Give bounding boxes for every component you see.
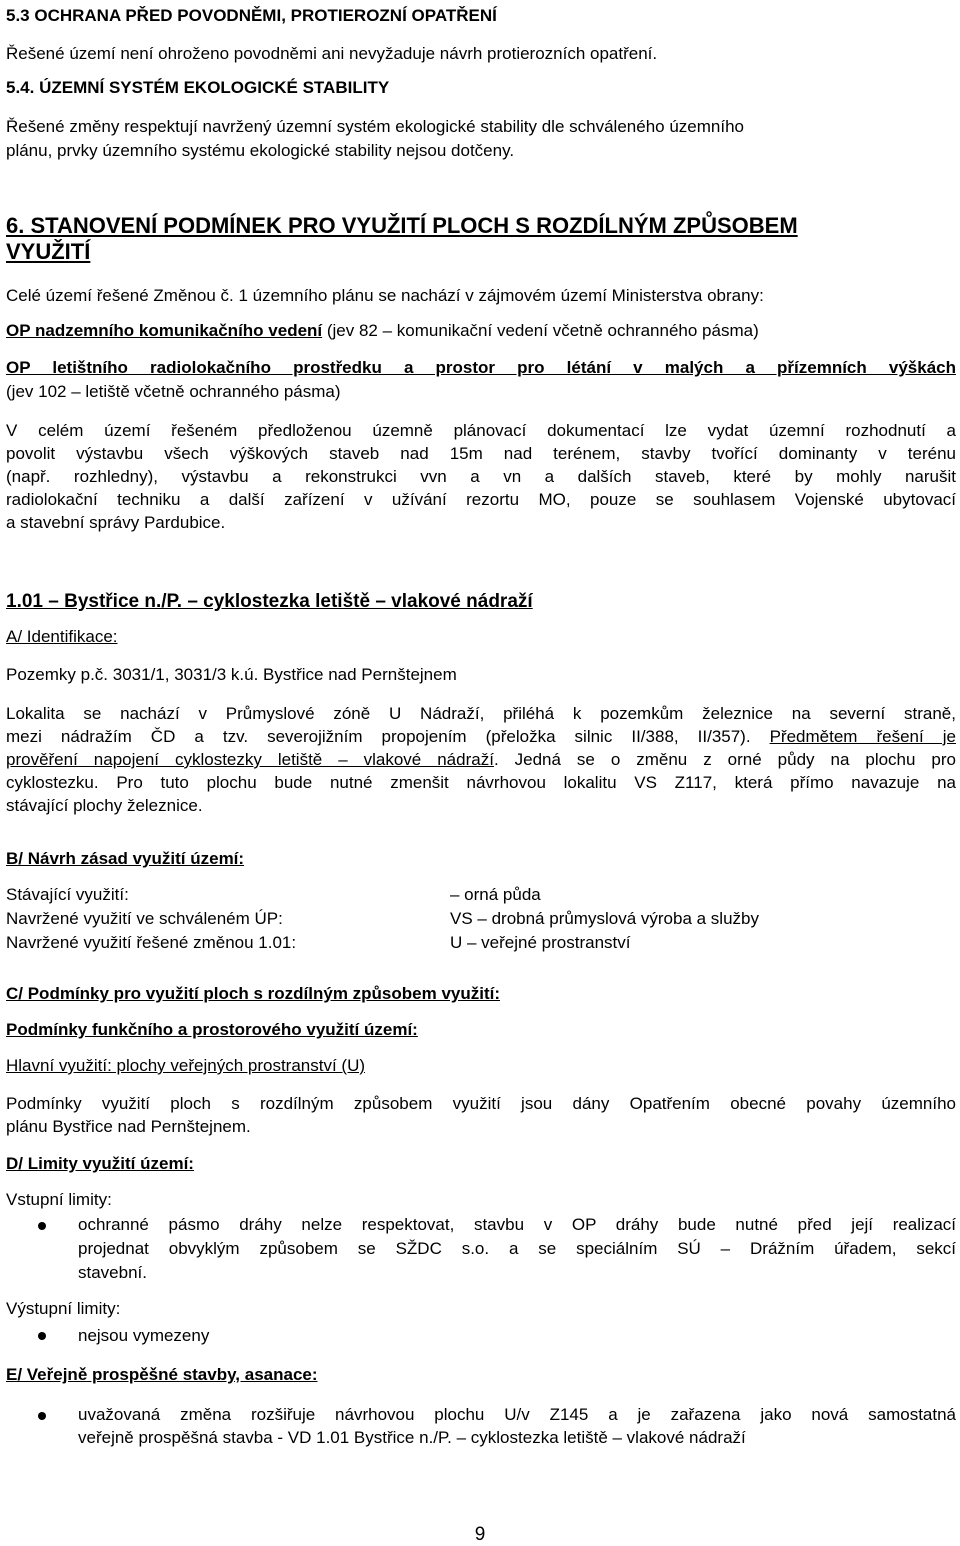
input-limits-label: Vstupní limity: (6, 1190, 112, 1209)
input-limit-line-3: stavební. (78, 1263, 147, 1282)
section-5-4-heading: 5.4. ÚZEMNÍ SYSTÉM EKOLOGICKÉ STABILITY (6, 78, 390, 97)
public-works-heading: E/ Veřejně prospěšné stavby, asanace: (6, 1365, 318, 1384)
op-communication-line (6, 321, 759, 341)
location-line-2 (6, 727, 956, 747)
mo-paragraph-line-5: a stavební správy Pardubice. (6, 513, 226, 532)
section-6-heading-line-1: 6. STANOVENÍ PODMÍNEK PRO VYUŽITÍ PLOCH S ROZDÍLNÝM ZPŮSOBEM (6, 213, 798, 238)
functional-conditions-heading: Podmínky funkčního a prostorového využití území: (6, 1020, 418, 1039)
mo-paragraph-line-3: (např. rozhledny), výstavbu a rekonstrukci vvn a vn a dalších staveb, které by mohly narušit (6, 467, 956, 486)
op-airport-line-2: (jev 102 – letiště včetně ochranného pásma) (6, 382, 341, 401)
location-line-3-text: . Jedná se o změnu z orné půdy na plochu pro (493, 750, 956, 769)
conditions-text-line-2: plánu Bystřice nad Pernštejnem. (6, 1117, 251, 1136)
location-line-5: stávající plochy železnice. (6, 796, 203, 815)
section-6-intro: Celé území řešené Změnou č. 1 územního plánu se nachází v zájmovém území Ministerstva obrany: (6, 286, 764, 305)
location-line-1: Lokalita se nachází v Průmyslové zóně U Nádraží, přiléhá k pozemkům železnice na severní straně, (6, 704, 956, 723)
location-subject-start: Předmětem řešení je (769, 727, 956, 746)
location-line-2-text: mezi nádražím ČD a tzv. severojižním propojením (přeložka silnic II/388, II/357). (6, 727, 770, 746)
conditions-text-line-1: Podmínky využití ploch s rozdílným způsobem využití jsou dány Opatřením obecné povahy územního (6, 1094, 956, 1113)
public-works-line-2: veřejně prospěšná stavba - VD 1.01 Bystřice n./P. – cyklostezka letiště – vlakové nádraží (78, 1428, 746, 1447)
proposed-use-value: U – veřejné prostranství (450, 933, 631, 952)
bullet-icon (38, 1412, 46, 1420)
bullet-icon (38, 1332, 46, 1340)
current-use-label: Stávající využití: (6, 885, 129, 904)
mo-paragraph-line-2: povolit výstavbu všech výškových staveb nad 15m nad terénem, stavby tvořící dominanty v terénu (6, 444, 956, 463)
location-line-4: cyklostezku. Pro tuto plochu bude nutné zmenšit návrhovou lokalitu VS Z117, která přímo navazuje na (6, 773, 956, 792)
conditions-heading: C/ Podmínky pro využití ploch s rozdílným způsobem využití: (6, 984, 501, 1003)
bullet-icon (38, 1222, 46, 1230)
item-1-01-heading: 1.01 – Bystřice n./P. – cyklostezka letiště – vlakové nádraží (6, 591, 533, 612)
approved-use-value: VS – drobná průmyslová výroba a služby (450, 909, 759, 928)
mo-paragraph-line-4: radiolokační techniku a další zařízení v užívání rezortu MO, pouze se souhlasem Vojenské ubytovací (6, 490, 956, 509)
output-limit-item: nejsou vymezeny (78, 1326, 210, 1345)
section-5-3-text: Řešené území není ohroženo povodněmi ani nevyžaduje návrh protierozních opatření. (6, 44, 658, 63)
section-5-4-line-1: Řešené změny respektují navržený územní systém ekologické stability dle schváleného územního (6, 117, 744, 136)
input-limit-line-1: ochranné pásmo dráhy nelze respektovat, stavbu v OP dráhy bude nutné před její realizací (78, 1215, 956, 1234)
op-airport-line-1: OP letištního radiolokačního prostředku a prostor pro létání v malých a přízemních výškách (6, 358, 956, 377)
approved-use-label: Navržené využití ve schváleném ÚP: (6, 909, 283, 928)
section-6-heading-line-2: VYUŽITÍ (6, 239, 91, 264)
page-number: 9 (474, 1524, 486, 1545)
section-5-4-line-2: plánu, prvky územního systému ekologické stability nejsou dotčeny. (6, 141, 515, 160)
proposed-use-label: Navržené využití řešené změnou 1.01: (6, 933, 297, 952)
output-limits-label: Výstupní limity: (6, 1299, 121, 1318)
input-limit-line-2: projednat obvyklým způsobem se SŽDC s.o. a se speciálním SÚ – Drážním úřadem, sekcí (78, 1239, 956, 1258)
limits-heading: D/ Limity využití území: (6, 1154, 194, 1173)
public-works-line-1: uvažovaná změna rozšiřuje návrhovou plochu U/v Z145 a je zařazena jako nová samostatná (78, 1405, 956, 1424)
identification-heading: A/ Identifikace: (6, 627, 118, 646)
mo-paragraph-line-1: V celém území řešeném předloženou územně plánovací dokumentací lze vydat územní rozhodnutí a (6, 421, 956, 440)
section-5-3-heading: 5.3 OCHRANA PŘED POVODNĚMI, PROTIEROZNÍ OPATŘENÍ (6, 6, 497, 25)
location-line-3 (6, 750, 956, 770)
identification-text: Pozemky p.č. 3031/1, 3031/3 k.ú. Bystřice nad Pernštejnem (6, 665, 457, 684)
op-communication-detail: (jev 82 – komunikační vedení včetně ochranného pásma) (322, 321, 759, 340)
location-subject-end: prověření napojení cyklostezky letiště – vlakové nádraží (6, 750, 494, 769)
principles-heading: B/ Návrh zásad využití území: (6, 849, 245, 868)
main-use-text: Hlavní využití: plochy veřejných prostranství (U) (6, 1056, 366, 1075)
op-communication-label: OP nadzemního komunikačního vedení (6, 321, 323, 340)
current-use-value: – orná půda (450, 885, 541, 904)
